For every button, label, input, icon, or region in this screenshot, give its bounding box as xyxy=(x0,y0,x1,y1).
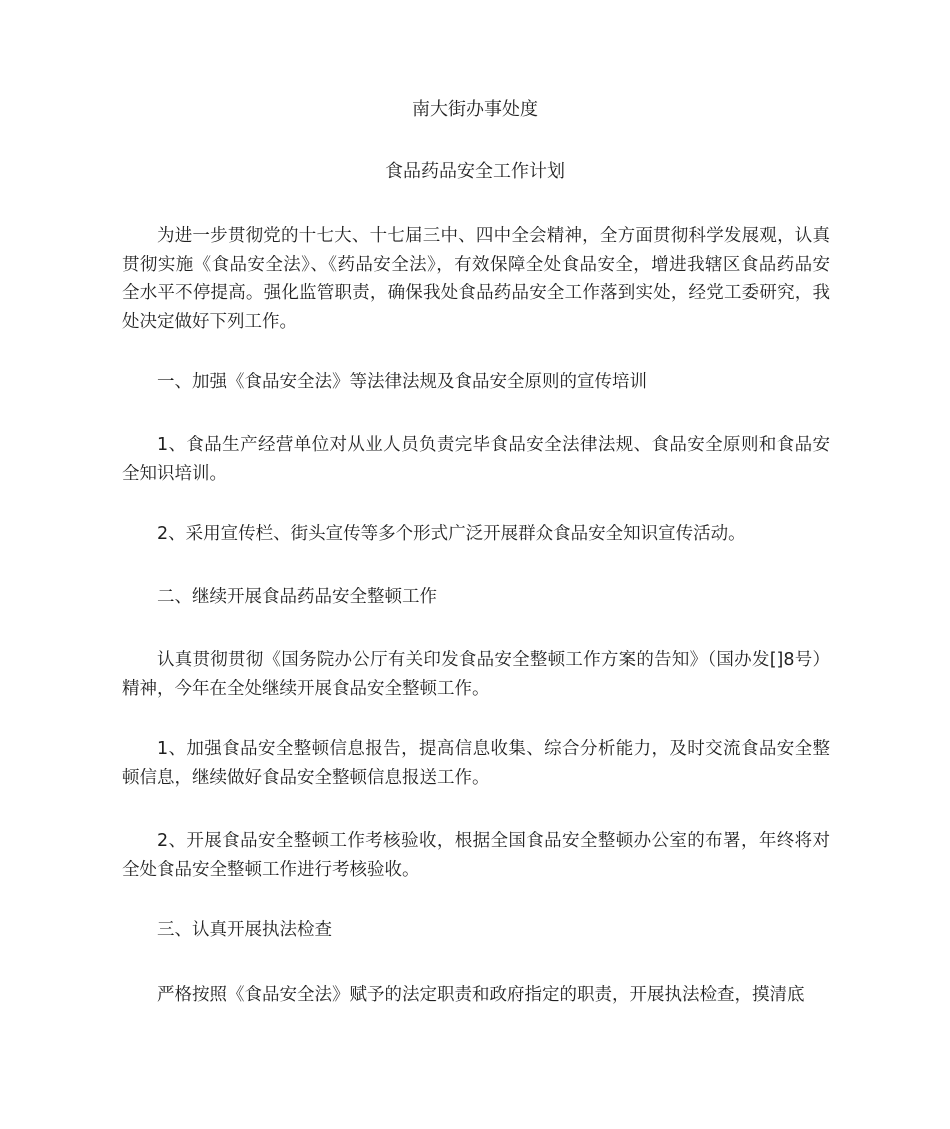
list-item: 2、开展食品安全整顿工作考核验收，根据全国食品安全整顿办公室的布署，年终将对全处食品安全整顿工作进行考核验收。 xyxy=(122,831,830,880)
list-item: 1、加强食品安全整顿信息报告，提高信息收集、综合分析能力，及时交流食品安全整顿信息，继续做好食品安全整顿信息报送工作。 xyxy=(122,739,830,788)
body-paragraph: 严格按照《食品安全法》赋予的法定职责和政府指定的职责，开展执法检查，摸清底 xyxy=(157,985,805,1005)
list-item: 2、采用宣传栏、街头宣传等多个形式广泛开展群众食品安全知识宣传活动。 xyxy=(157,524,746,544)
section-heading-3: 三、认真开展执法检查 xyxy=(157,920,332,940)
intro-paragraph: 为进一步贯彻党的十七大、十七届三中、四中全会精神，全方面贯彻科学发展观，认真贯彻实施《食品安全法》、《药品安全法》，有效保障全处食品安全，增进我辖区食品药品安全水平不停提高。强化监管职责，确保我处食品药品安全工作落到实处，经党工委研究，我处决定做好下列工作。 xyxy=(122,226,830,332)
document-subtitle: 食品药品安全工作计划 xyxy=(385,161,565,182)
document-title: 南大街办事处度 xyxy=(412,99,538,120)
section-heading-2: 二、继续开展食品药品安全整顿工作 xyxy=(157,587,437,607)
section-heading-1: 一、加强《食品安全法》等法律法规及食品安全原则的宣传培训 xyxy=(157,372,647,392)
body-paragraph: 认真贯彻贯彻《国务院办公厅有关印发食品安全整顿工作方案的告知》（国办发[]8号）精神，今年在全处继续开展食品安全整顿工作。 xyxy=(122,650,830,699)
list-item: 1、食品生产经营单位对从业人员负责完毕食品安全法律法规、食品安全原则和食品安全知识培训。 xyxy=(122,435,830,484)
